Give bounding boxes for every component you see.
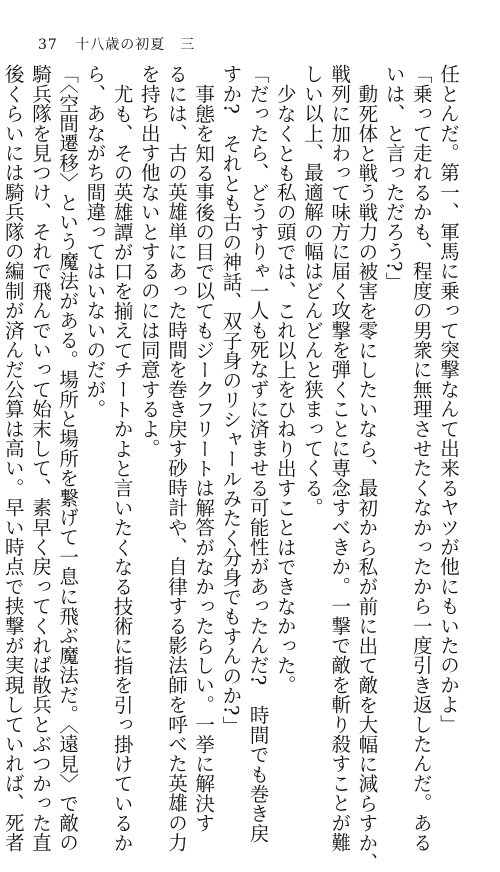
text-line-9: すか? それとも古の神話、双子身のリシャールみたく分身でもすんのか?」 xyxy=(219,64,243,736)
text-line-10: 事態を知る事後の目で以てもジークフリートは解答がなかったらしい。一挙に解決す xyxy=(192,83,216,833)
text-line-16: 騎兵隊を見つけ、それで飛んでいって始末して、素早く戻ってくれば散兵とぶつかった直 xyxy=(28,64,52,852)
text-line-2: 「乗って走れるかも、程度の男衆に無理させたくなかったから一度引き返したんだ。ある xyxy=(409,64,433,852)
text-line-4: 動死体と戦う戦力の被害を零にしたいなら、最初から私が前に出て敵を大幅に減らすか、 xyxy=(355,83,379,872)
text-line-13: 尤も、その英雄譚が口を揃えてチートかよと言いたくなる技術に指を引っ掛けているか xyxy=(110,83,134,852)
text-line-5: 戦列に加わって味方に届く攻撃を弾くことに専念すべきか。一撃で敵を斬り殺すことが難 xyxy=(328,64,352,852)
text-line-14: ら、あながち間違ってはいないのだが。 xyxy=(83,64,107,419)
text-line-8: 「だったら、どうすりゃ一人も死なずに済ませる可能性があったんだ? 時間でも巻き戻 xyxy=(246,64,270,843)
page-number: 37 xyxy=(38,37,58,53)
text-line-17: 後くらいには騎兵隊の編制が済んだ公算は高い。早い時点で挟撃が実現していれば、死者 xyxy=(1,64,25,852)
text-line-11: るには、古の英雄単にあった時間を巻き戻す砂時計や、自律する影法師を呼べた英雄の力 xyxy=(164,64,188,852)
text-line-12: を持ち出す他ないとするのには同意するよ。 xyxy=(137,64,161,458)
text-line-6: しい以上、最適解の幅はどんどんと狭まってくる。 xyxy=(300,64,324,518)
text-line-3: いは、と言っただろう?」 xyxy=(382,64,406,292)
chapter-title: 十八歳の初夏 三 xyxy=(75,37,196,53)
text-line-1: 任とんだ。第一、軍馬に乗って突撃なんて出来るヤツが他にもいたのかよ」 xyxy=(437,64,460,734)
text-line-7: 少なくとも私の頭では、これ以上をひねり出すことはできなかった。 xyxy=(273,83,297,695)
vertical-body-text xyxy=(1,64,462,872)
running-header xyxy=(38,34,195,54)
text-line-15: 「〈空間遷移〉という魔法がある。場所と場所を繋げて一息に飛ぶ魔法だ。〈遠見〉で敵の xyxy=(56,64,80,853)
